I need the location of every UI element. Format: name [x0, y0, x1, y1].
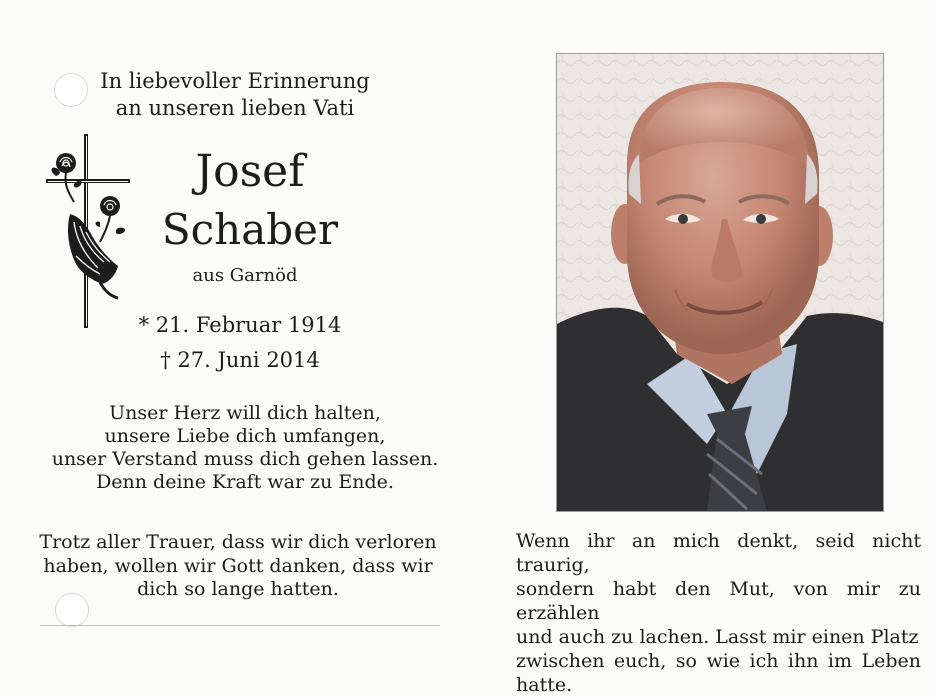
- intro-line-1: In liebevoller Erinnerung: [100, 69, 370, 93]
- intro-line-2: an unseren lieben Vati: [115, 96, 355, 120]
- quote-line: und auch zu lachen. Lasst mir einen Platz: [516, 626, 919, 648]
- tribute-line: Trotz aller Trauer, dass wir dich verloren: [39, 531, 437, 553]
- first-name: Josef: [195, 146, 305, 197]
- poem-line: Denn deine Kraft war zu Ende.: [96, 471, 394, 493]
- birth-date: 21. Februar 1914: [155, 313, 342, 337]
- birth-date-row: [130, 312, 350, 338]
- poem-line: Unser Herz will dich halten,: [109, 402, 381, 424]
- intro-text: [80, 68, 390, 122]
- birth-symbol: *: [138, 313, 150, 337]
- tribute-line: haben, wollen wir Gott danken, dass wir: [43, 554, 433, 577]
- portrait-photo: [556, 53, 884, 512]
- tribute-text: [32, 531, 444, 602]
- origin-text: aus Garnöd: [192, 265, 298, 286]
- poem-line: unsere Liebe dich umfangen,: [104, 425, 386, 447]
- cross-with-roses-and-praying-hands-icon: [40, 132, 136, 332]
- last-name: Schaber: [161, 205, 339, 254]
- poem: [40, 402, 450, 494]
- quote-text: [516, 529, 921, 697]
- death-date-row: [130, 347, 350, 373]
- quote-line: sondern habt den Mut, von mir zu erzählen: [516, 578, 921, 624]
- poem-line: unser Verstand muss dich gehen lassen.: [51, 448, 439, 470]
- death-date: 27. Juni 2014: [177, 348, 320, 372]
- right-panel: [480, 0, 936, 696]
- quote-line: Wenn ihr an mich denkt, seid nicht traurig,: [516, 530, 921, 576]
- quote-line: zwischen euch, so wie ich ihn im Leben hatte.: [516, 650, 921, 696]
- tribute-line: dich so lange hatten.: [137, 578, 339, 600]
- left-panel: [0, 0, 470, 638]
- bottom-rule: [40, 625, 440, 626]
- portrait-illustration: [557, 54, 883, 511]
- death-symbol: †: [160, 348, 171, 372]
